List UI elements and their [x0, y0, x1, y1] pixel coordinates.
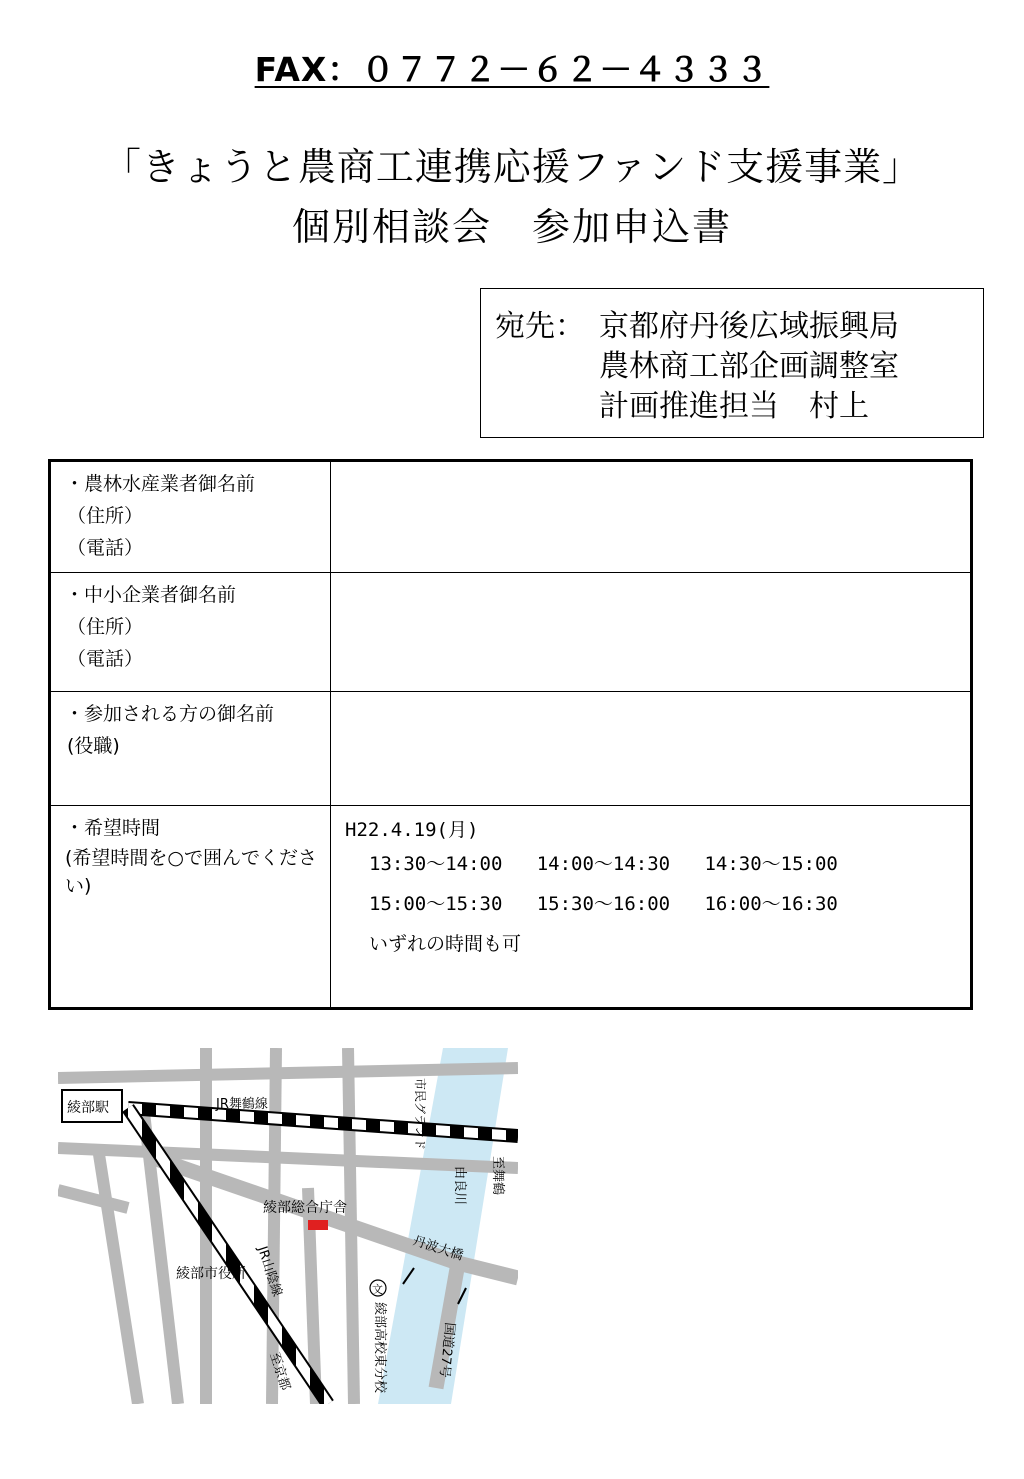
address-line-3: 計画推進担当 村上 — [599, 389, 869, 424]
to-kyoto-label: 至京都 — [266, 1350, 293, 1393]
bridge-label: 丹波大橋 — [410, 1233, 465, 1264]
sme-name-label: ・中小企業者御名前 — [65, 584, 237, 606]
river-label: 由良川 — [452, 1166, 467, 1206]
schedule-any-time[interactable]: いずれの時間も可 — [369, 933, 522, 955]
school-label: 綾部高校東分校 — [372, 1302, 387, 1394]
document-title-line2: 個別相談会 参加申込書 — [291, 205, 732, 249]
to-maizuru-label: 至舞鶴 — [490, 1156, 505, 1196]
schedule-label: ・希望時間 — [65, 817, 161, 839]
slot-option[interactable]: 14:30～15:00 — [704, 853, 838, 875]
address-box — [480, 288, 984, 438]
form-row-farmer — [51, 462, 970, 573]
schedule-note: (希望時間を○で囲んでください) — [65, 847, 317, 897]
slot-option[interactable]: 13:30～14:00 — [369, 853, 503, 875]
school-symbol-char: 文 — [372, 1283, 383, 1296]
schedule-date: H22.4.19(月) — [345, 819, 479, 841]
form-row-label — [51, 462, 331, 572]
slot-option[interactable]: 16:00～16:30 — [704, 893, 838, 915]
schedule-options — [345, 816, 838, 964]
jr-sanin-label: JR山陰線 — [254, 1244, 285, 1299]
form-row-schedule — [51, 806, 970, 1007]
address-line-1: 京都府丹後広域振興局 — [599, 309, 899, 344]
form-row-participant — [51, 692, 970, 806]
sme-phone-label: （電話） — [67, 648, 144, 670]
farmer-name-label: ・農林水産業者御名前 — [65, 473, 256, 495]
farmer-input-area[interactable] — [333, 462, 969, 570]
sme-input-area[interactable] — [333, 573, 969, 689]
form-row-label — [51, 806, 331, 1007]
schedule-slots-row-1 — [345, 844, 838, 884]
sme-address-label: （住所） — [67, 616, 144, 638]
address-label: 宛先： — [495, 309, 585, 344]
application-form-table — [48, 459, 973, 1010]
access-map — [58, 1048, 518, 1404]
farmer-address-label: （住所） — [67, 505, 144, 527]
form-row-label — [51, 573, 331, 691]
fax-number: FAX：０７７２－６２－４３３３ — [254, 50, 770, 89]
office-marker — [308, 1220, 328, 1230]
slot-option[interactable]: 15:00～15:30 — [369, 893, 503, 915]
route-27-label: 国道27号 — [436, 1321, 457, 1379]
slot-option[interactable]: 14:00～14:30 — [536, 853, 671, 875]
document-title-line1: 「きょうと農商工連携応援ファンド支援事業」 — [102, 145, 922, 189]
office-label: 綾部総合庁舎 — [263, 1200, 347, 1216]
city-hall-label: 綾部市役所 — [176, 1266, 246, 1282]
farmer-phone-label: （電話） — [67, 537, 144, 559]
form-row-sme — [51, 573, 970, 692]
jr-maizuru-label: JR舞鶴線 — [216, 1097, 268, 1112]
participant-name-label: ・参加される方の御名前 — [65, 703, 275, 725]
participant-position-label: (役職) — [67, 735, 120, 757]
slot-option[interactable]: 15:30～16:00 — [536, 893, 671, 915]
station-label: 綾部駅 — [67, 1100, 109, 1116]
ground-label: 市民グランド — [413, 1078, 427, 1151]
form-row-label — [51, 692, 331, 805]
address-line-2: 農林商工部企画調整室 — [599, 349, 899, 384]
schedule-slots-row-2 — [345, 884, 838, 924]
participant-input-area[interactable] — [333, 692, 969, 803]
